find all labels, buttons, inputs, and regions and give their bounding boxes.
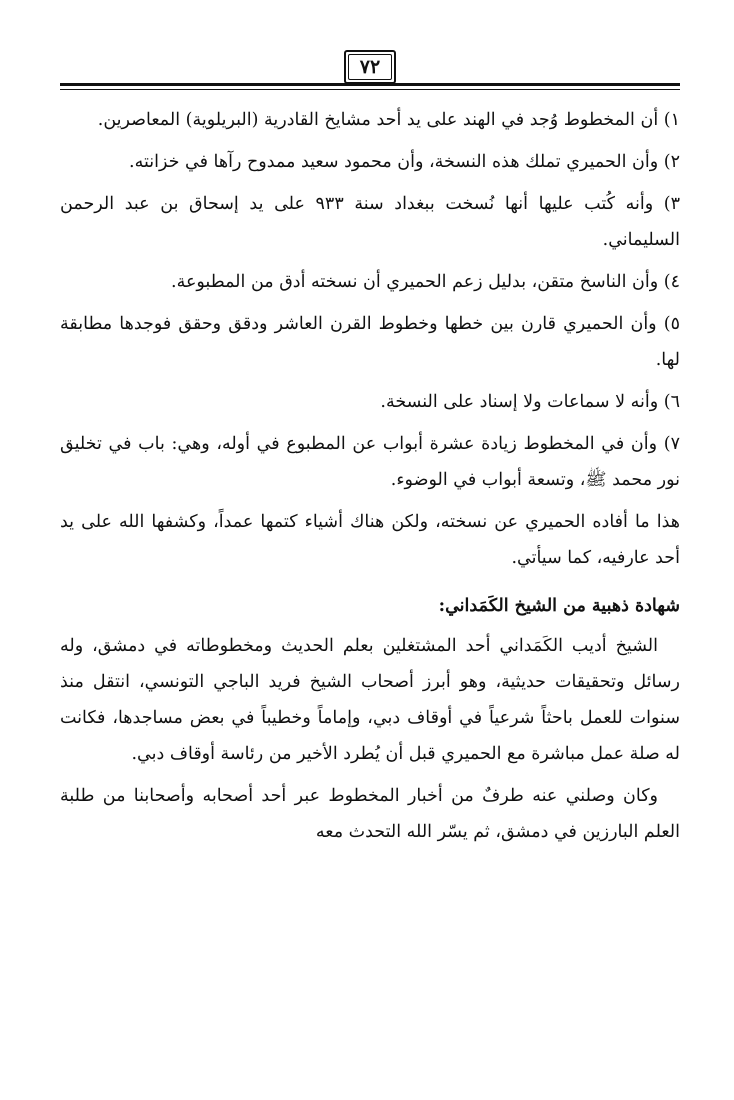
section-paragraph-1: الشيخ أديب الكَمَداني أحد المشتغلين بعلم الحديث ومخطوطاته في دمشق، وله رسائل وتحقيقات حديثية، وهو أبرز أصحاب الشيخ فريد الباجي التونسي، انتقل منذ سنوات للعمل باحثاً شرعياً في أوقاف دبي، وإماماً وخطيباً في بعض مساجدها، فكانت له صلة عمل مباشرة مع الحميري قبل أن يُطرد الأخير من رئاسة أوقاف دبي.	[60, 636, 680, 764]
list-item-4: ٤) وأن الناسخ متقن، بدليل زعم الحميري أن نسخته أدق من المطبوعة.	[171, 272, 680, 292]
section-paragraph-2: وكان وصلني عنه طرفٌ من أخبار المخطوط عبر أحد أصحابه وأصحابنا من طلبة العلم البارزين في دمشق، ثم يسّر الله التحدث معه	[60, 786, 680, 842]
header-rule-thin	[60, 89, 680, 90]
body-text	[60, 102, 680, 850]
section-heading: شهادة ذهبية من الشيخ الكَمَداني:	[438, 596, 680, 616]
list-item-2: ٢) وأن الحميري تملك هذه النسخة، وأن محمود سعيد ممدوح رآها في خزانته.	[129, 152, 680, 172]
page-number: ٧٢	[348, 54, 392, 80]
page-header	[60, 50, 680, 96]
page-number-frame	[344, 50, 396, 84]
list-item-6: ٦) وأنه لا سماعات ولا إسناد على النسخة.	[380, 392, 680, 412]
summary-paragraph: هذا ما أفاده الحميري عن نسخته، ولكن هناك أشياء كتمها عمداً، وكشفها الله على يد أحد عارفيه، كما سيأتي.	[60, 512, 680, 568]
list-item-5: ٥) وأن الحميري قارن بين خطها وخطوط القرن العاشر ودقق وحقق فوجدها مطابقة لها.	[60, 314, 680, 370]
list-item-3: ٣) وأنه كُتب عليها أنها نُسخت ببغداد سنة ٩٣٣ على يد إسحاق بن عبد الرحمن السليماني.	[60, 194, 680, 250]
list-item-1: ١) أن المخطوط وُجد في الهند على يد أحد مشايخ القادرية (البريلوية) المعاصرين.	[97, 110, 680, 130]
list-item-7: ٧) وأن في المخطوط زيادة عشرة أبواب عن المطبوع في أوله، وهي: باب في تخليق نور محمد ﷺ، وتسعة أبواب في الوضوء.	[60, 434, 680, 490]
